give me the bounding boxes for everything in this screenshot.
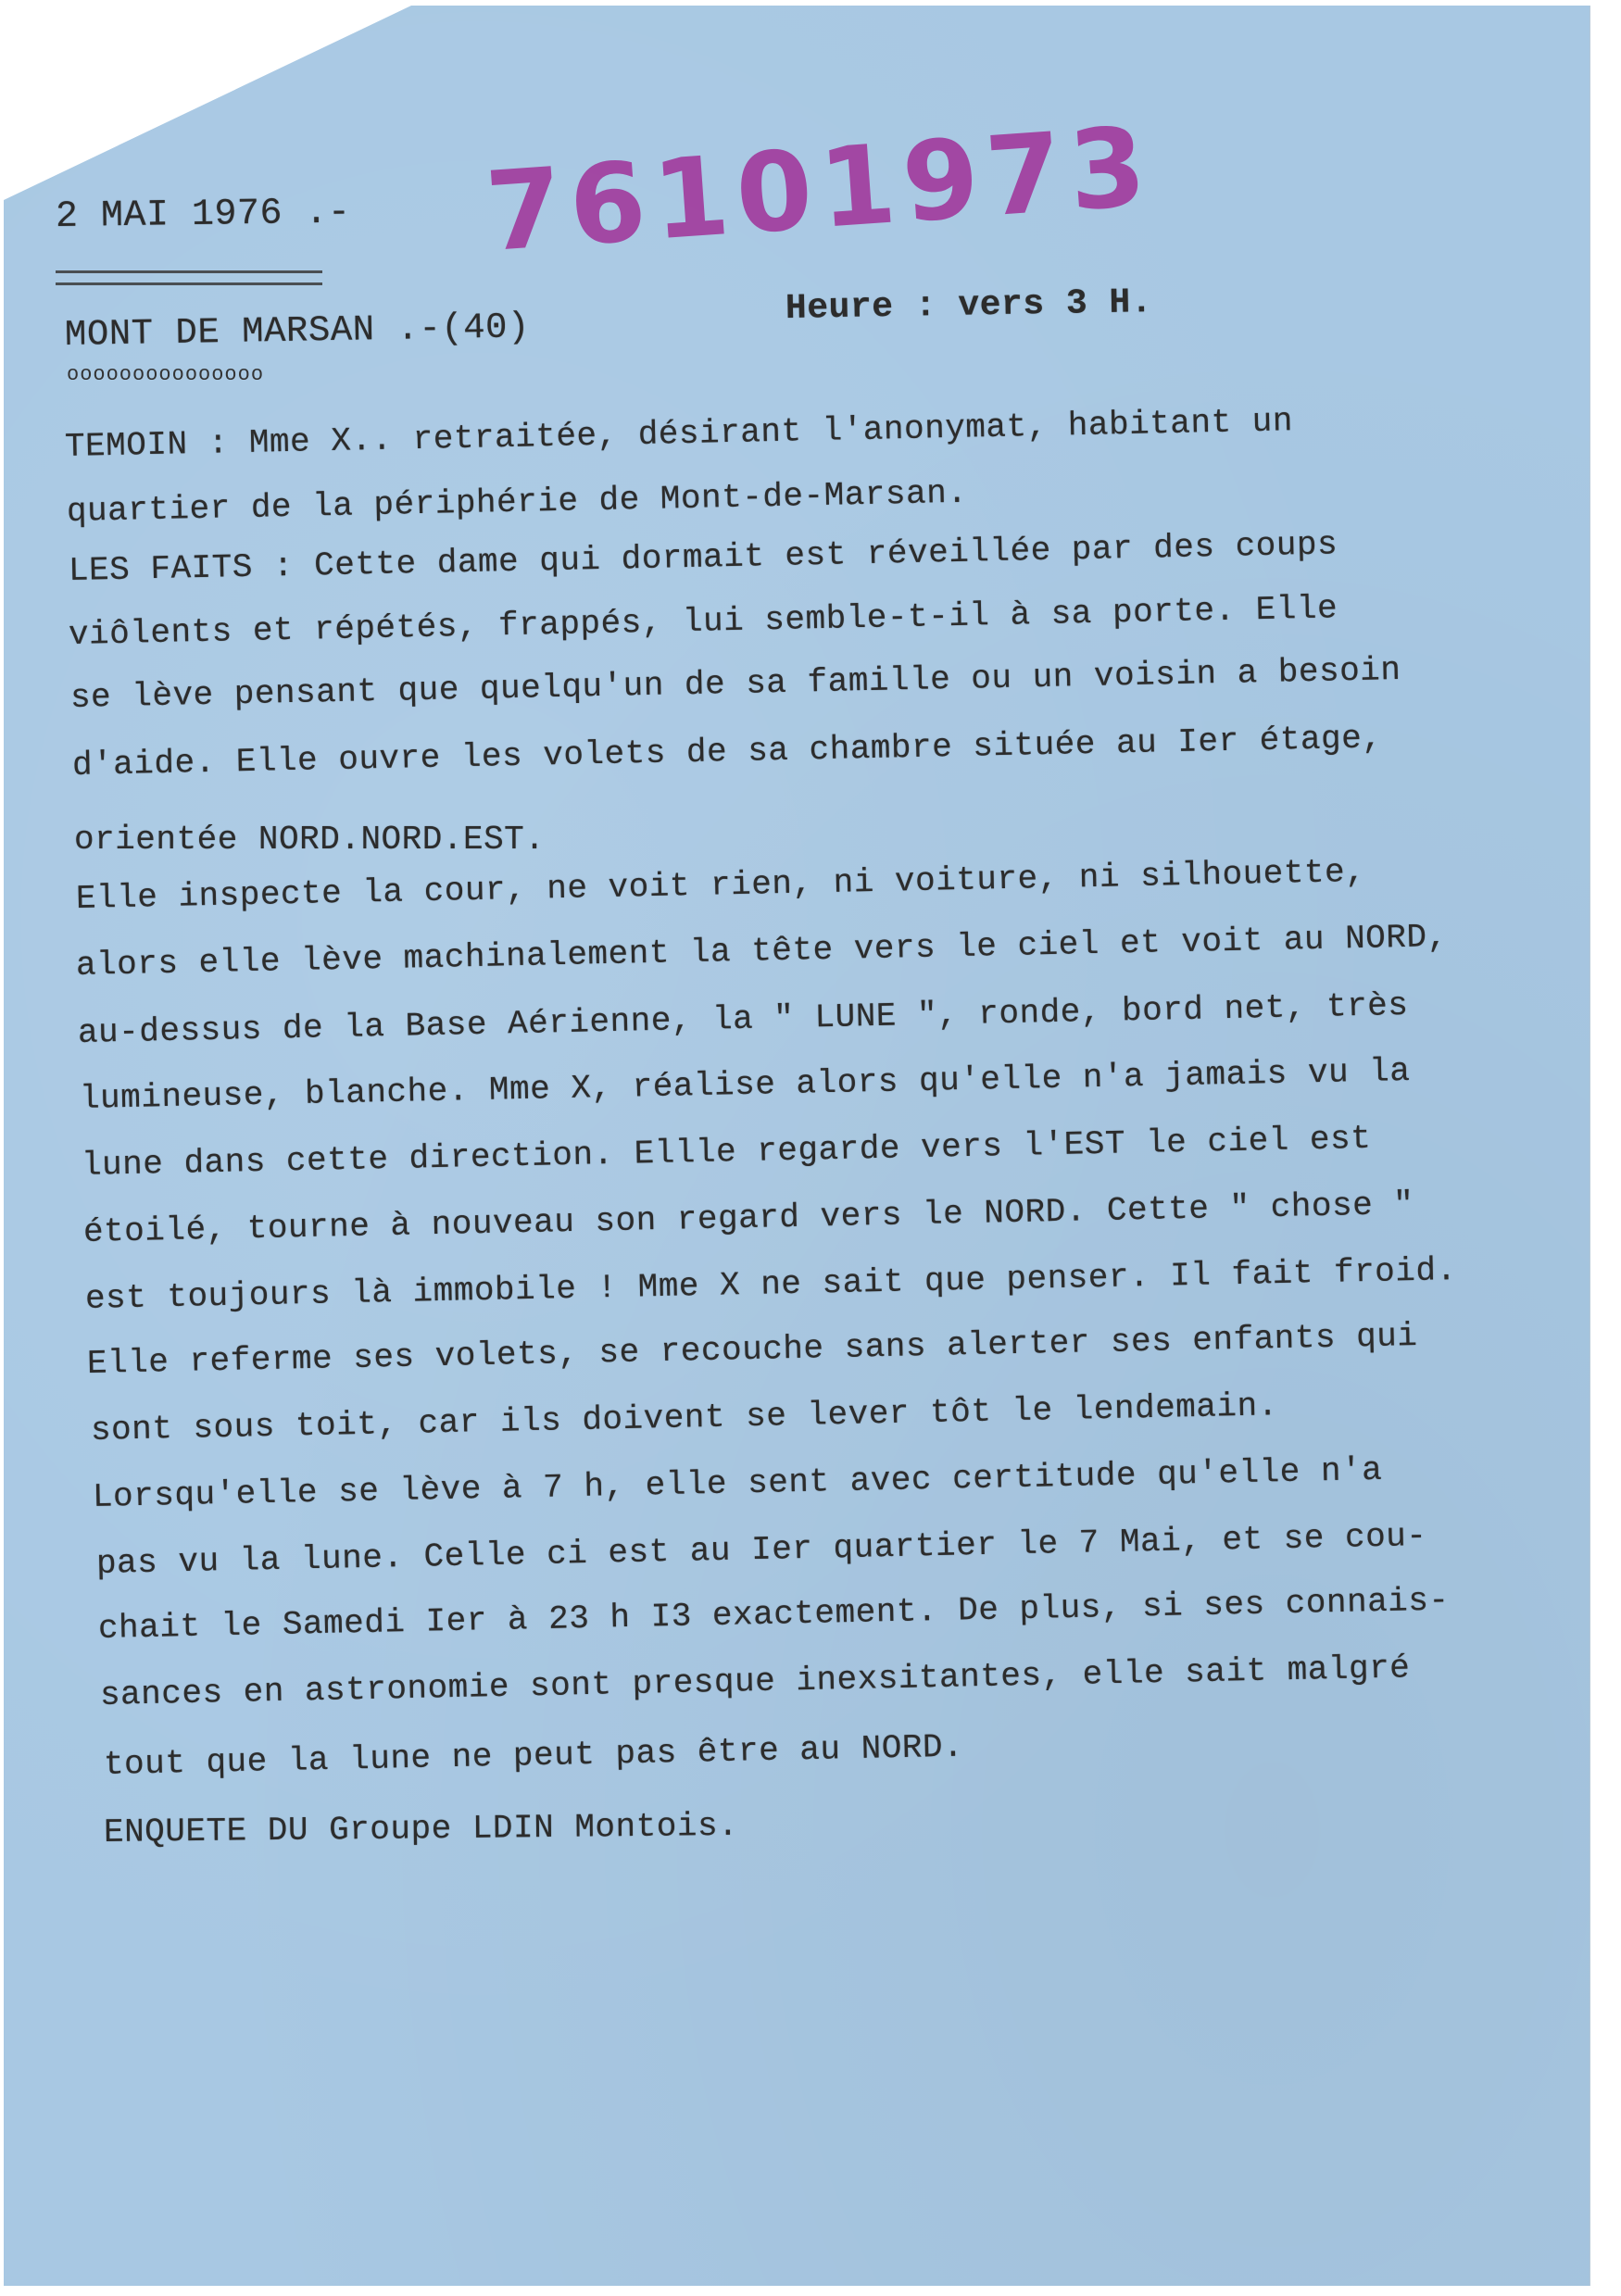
- body-line: sances en astronomie sont presque inexsitantes, elle sait malgré: [99, 1649, 1411, 1714]
- body-line: chait le Samedi Ier à 23 h I3 exactement. De plus, si ses connais-: [97, 1581, 1450, 1648]
- body-line: TEMOIN : Mme X.. retraitée, désirant l'anonymat, habitant un: [64, 402, 1294, 466]
- body-line: viôlents et répétés, frappés, lui semble-t-il à sa porte. Elle: [68, 589, 1338, 654]
- case-number-stamp: 76101973: [482, 102, 1158, 276]
- body-line: sont sous toit, car ils doivent se lever tôt le lendemain.: [90, 1386, 1279, 1449]
- investigation-credit: ENQUETE DU Groupe LDIN Montois.: [103, 1806, 739, 1851]
- location-underline: ooooooooooooooo: [67, 363, 265, 386]
- body-line: tout que la lune ne peut pas être au NORD.: [103, 1727, 964, 1784]
- body-line: Elle referme ses volets, se recouche sans alerter ses enfants qui: [86, 1316, 1418, 1383]
- body-line: lumineuse, blanche. Mme X, réalise alors qu'elle n'a jamais vu la: [79, 1051, 1411, 1118]
- body-line: étoilé, tourne à nouveau son regard vers le NORD. Cette " chose ": [82, 1185, 1414, 1251]
- body-line: est toujours là immobile ! Mme X ne sait que penser. Il fait froid.: [84, 1250, 1458, 1318]
- body-line: orientée NORD.NORD.EST.: [74, 821, 546, 859]
- body-line: alors elle lève machinalement la tête vers le ciel et voit au NORD,: [75, 917, 1449, 985]
- body-line: lune dans cette direction. Ellle regarde vers l'EST le ciel est: [81, 1119, 1372, 1185]
- body-line: pas vu la lune. Celle ci est au Ier quartier le 7 Mai, et se cou-: [95, 1516, 1427, 1583]
- body-line: Elle inspecte la cour, ne voit rien, ni voiture, ni silhouette,: [75, 852, 1366, 918]
- report-time: Heure : vers 3 H.: [785, 282, 1153, 329]
- body-line: au-dessus de la Base Aérienne, la " LUNE ", ronde, bord net, très: [77, 985, 1409, 1052]
- body-line: LES FAITS : Cette dame qui dormait est réveillée par des coups: [68, 525, 1338, 590]
- body-line: quartier de la périphérie de Mont-de-Marsan.: [66, 473, 968, 531]
- report-location: MONT DE MARSAN .-(40): [64, 307, 531, 356]
- body-line: Lorsqu'elle se lève à 7 h, elle sent avec certitude qu'elle n'a: [92, 1450, 1383, 1516]
- body-line: d'aide. Elle ouvre les volets de sa chambre située au Ier étage,: [71, 719, 1383, 784]
- body-line: se lève pensant que quelqu'un de sa famille ou un voisin a besoin: [69, 650, 1401, 717]
- report-date: 2 MAI 1976 .-: [55, 192, 351, 238]
- date-underline: [56, 270, 322, 285]
